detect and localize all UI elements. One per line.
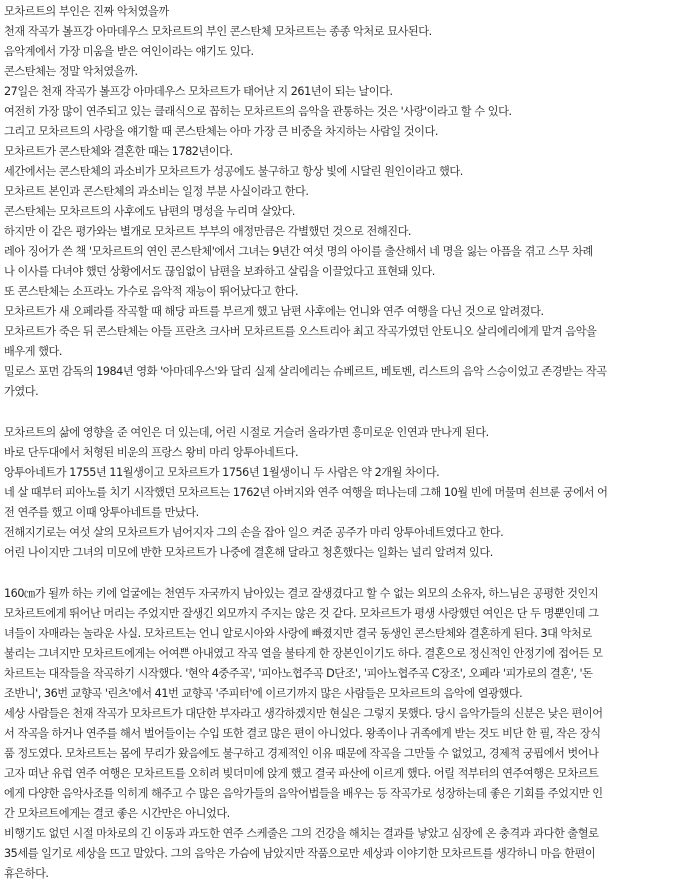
- text-line: 차르트는 대작들을 작곡하기 시작했다. '현악 4중주곡', '피아노협주곡 D단조', '피아노협주곡 C장조', 오페라 '피가로의 결혼', '돈: [4, 667, 593, 680]
- text-line: 에게 다양한 음악사조를 익히게 해주고 수 많은 음악가들의 음악어법들을 배우는 등 작곡가로 성장하는데 좋은 기회를 주었지만 인: [4, 787, 603, 800]
- text-line: 네 살 때부터 피아노를 치기 시작했던 모차르트는 1762년 아버지와 연주 여행을 떠나는데 그해 10월 빈에 머물며 쇤브룬 궁에서 어: [4, 486, 608, 499]
- text-line: 불리는 그녀지만 모차르트에게는 어여쁜 아내였고 작곡 열을 불타게 한 장본인이기도 하다. 결혼으로 정신적인 안정기에 접어든 모: [4, 647, 603, 660]
- text-line: 어린 나이지만 그녀의 미모에 반한 모차르트가 나중에 결혼해 달라고 청혼했다는 일화는 널리 알려져 있다.: [4, 546, 493, 559]
- text-line: 하지만 이 같은 평가와는 별개로 모차르트 부부의 애정만큼은 각별했던 것으로 전해진다.: [4, 225, 412, 238]
- text-line: 조반니', 36번 교향곡 '린츠'에서 41번 교향곡 '주피터'에 이르기까지 많은 사람들은 모차르트의 음악에 열광했다.: [4, 687, 523, 700]
- text-line: 비행기도 없던 시절 마차로의 긴 이동과 과도한 연주 스케줄은 그의 건강을 해치는 결과를 낳았고 심장에 온 충격과 과다한 출혈로: [4, 827, 599, 840]
- text-line: 나 이사를 다녀야 했던 상황에서도 끊임없이 남편을 보좌하고 살림을 이끌었다고 표현돼 있다.: [4, 265, 435, 278]
- text-line: 밀로스 포먼 감독의 1984년 영화 '아마데우스'와 달리 실제 살리에리는 슈베르트, 베토벤, 리스트의 음악 스승이었고 존경받는 작곡: [4, 365, 607, 378]
- text-line: 35세를 일기로 세상을 뜨고 말았다. 그의 음악은 가슴에 남았지만 작품으로만 세상과 이야기한 모차르트를 생각하니 마음 한편이: [4, 847, 596, 860]
- paragraph-p2: [4, 423, 696, 563]
- text-line: 그리고 모차르트의 사랑을 얘기할 때 콘스탄체는 아마 가장 큰 비중을 차지하는 사람일 것이다.: [4, 125, 438, 138]
- text-line: 27일은 천재 작곡가 볼프강 아마데우스 모차르트가 태어난 지 261년이 되는 날이다.: [4, 85, 393, 98]
- text-line: 모차르트가 새 오페라를 작곡할 때 해당 파트를 부르게 했고 남편 사후에는 언니와 연주 여행을 다닌 것으로 알려졌다.: [4, 305, 544, 318]
- paragraph-p3: [4, 584, 696, 884]
- text-line: 천재 작곡가 볼프강 아마데우스 모차르트의 부인 콘스탄체 모차르트는 종종 악처로 묘사된다.: [4, 25, 432, 38]
- text-line: 앙투아네트가 1755년 11월생이고 모차르트가 1756년 1월생이니 두 사람은 약 2개월 차이다.: [4, 466, 440, 479]
- text-line: 바로 단두대에서 처형된 비운의 프랑스 왕비 마리 앙투아네트다.: [4, 446, 299, 459]
- text-line: 160㎝가 될까 하는 키에 얼굴에는 천연두 자국까지 남아있는 결코 잘생겼다고 할 수 없는 외모의 소유자, 하느님은 공평한 것인지: [4, 587, 599, 600]
- text-line: 품 정도였다. 모차르트는 몸에 무리가 왔음에도 불구하고 경제적인 이유 때문에 작곡을 그만둘 수 없었고, 경제적 궁핍에서 벗어나: [4, 747, 599, 760]
- text-line: 서 작곡을 하거나 연주를 해서 벌어들이는 수입 또한 결코 많은 편이 아니었다. 왕족이나 귀족에게 받는 것도 비단 한 필, 작은 장식: [4, 727, 601, 740]
- text-line: 세간에서는 콘스탄체의 과소비가 모차르트가 성공에도 불구하고 항상 빛에 시달린 원인이라고 했다.: [4, 165, 463, 178]
- text-line: 세상 사람들은 천재 작곡가 모차르트가 대단한 부자라고 생각하겠지만 현실은 그렇지 못했다. 당시 음악가들의 신분은 낮은 편이어: [4, 707, 603, 720]
- text-line: 가였다.: [4, 385, 39, 398]
- text-line: 간 모차르트에게는 결코 좋은 시간만은 아니었다.: [4, 807, 230, 820]
- text-line: 녀들이 자매라는 놀라운 사실. 모차르트는 언니 알로시아와 사랑에 빠졌지만 결국 동생인 콘스탄체와 결혼하게 된다. 3대 악처로: [4, 627, 592, 640]
- text-line: 휴은하다.: [4, 867, 49, 880]
- text-line: 고자 떠난 유럽 연주 여행은 모차르트를 오히려 빚더미에 앉게 했고 결국 파산에 이르게 했다. 어릴 적부터의 연주여행은 모차르트: [4, 767, 599, 780]
- text-line: 모차르트가 콘스탄체와 결혼한 때는 1782년이다.: [4, 145, 233, 158]
- text-line: 또 콘스탄체는 소프라노 가수로 음악적 재능이 뛰어났다고 한다.: [4, 285, 299, 298]
- text-line: 음악계에서 가장 미움을 받은 여인이라는 얘기도 있다.: [4, 45, 254, 58]
- text-line: 모차르트의 삶에 영향을 준 여인은 더 있는데, 어린 시절로 거슬러 올라가면 흥미로운 인연과 만나게 된다.: [4, 426, 489, 439]
- text-line: 전 연주를 했고 이때 앙투아네트를 만났다.: [4, 506, 199, 519]
- text-line: 콘스탄체는 모차르트의 사후에도 남편의 명성을 누리며 살았다.: [4, 205, 296, 218]
- text-line: 모차르트 본인과 콘스탄체의 과소비는 일정 부분 사실이라고 한다.: [4, 185, 309, 198]
- text-line: 여전히 가장 많이 연주되고 있는 클래식으로 꼽히는 모차르트의 음악을 관통하는 것은 '사랑'이라고 할 수 있다.: [4, 105, 512, 118]
- text-line: 콘스탄체는 정말 악처였을까.: [4, 65, 138, 78]
- text-line: 레아 징어가 쓴 책 '모차르트의 연인 콘스탄체'에서 그녀는 9년간 여섯 명의 아이를 출산해서 네 명을 잃는 아픔을 겪고 스무 차례: [4, 245, 593, 258]
- text-line: 모차르트의 부인은 진짜 악처였을까: [4, 5, 169, 18]
- paragraph-p1: [4, 2, 696, 402]
- text-line: 모차르트에게 뛰어난 머리는 주었지만 잘생긴 외모까지 주지는 않은 것 같다. 모차르트가 평생 사랑했던 여인은 단 두 명뿐인데 그: [4, 607, 599, 620]
- text-line: 모차르트가 죽은 뒤 콘스탄체는 아들 프란츠 크사버 모차르트를 오스트리아 최고 작곡가였던 안토니오 살리에리에게 맡겨 음악을: [4, 325, 597, 338]
- text-line: 전해지기로는 여섯 살의 모차르트가 넘어지자 그의 손을 잡아 일으 켜준 공주가 마리 앙투아네트였다고 한다.: [4, 526, 504, 539]
- paragraph-gap: [4, 563, 696, 584]
- text-line: 배우게 했다.: [4, 345, 62, 358]
- paragraph-gap: [4, 402, 696, 423]
